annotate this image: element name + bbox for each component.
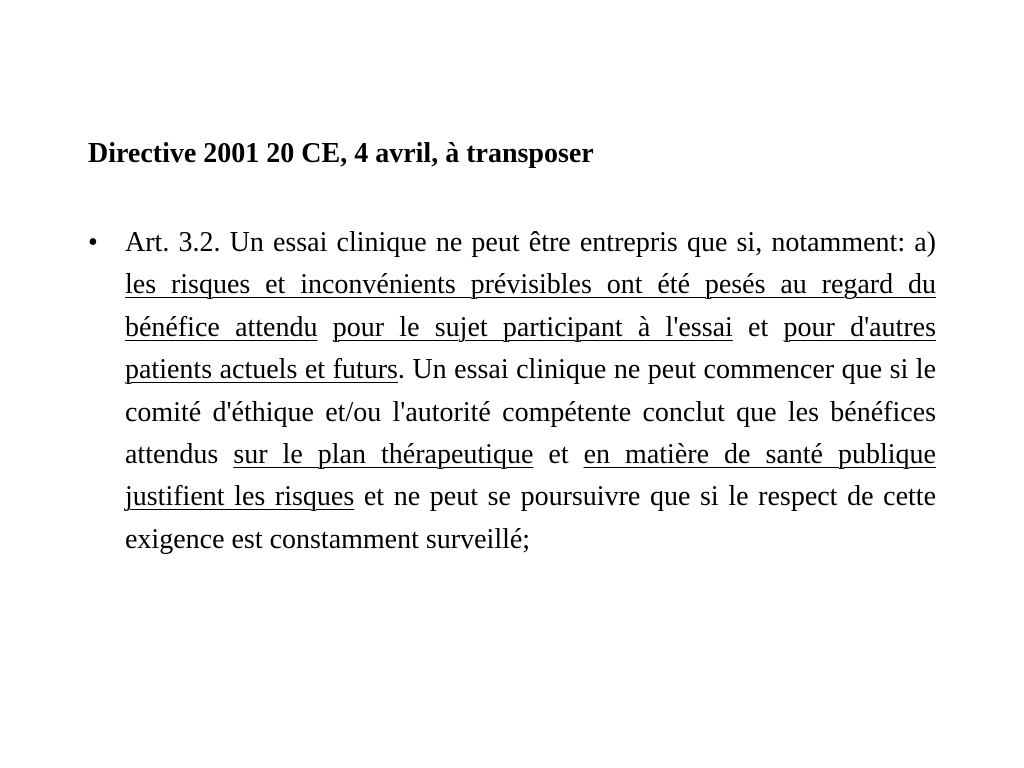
underlined-phrase-risques: les risques et inconvénients prévisibles ont été pesés au regard du bénéfice attendu [125,269,936,343]
text-segment [317,312,332,343]
underlined-phrase-justifient: justifient les risques [125,481,355,513]
text-segment: et [533,439,584,471]
text-segment: . Un essai clinique ne peut commencer que si le comité d'éthique et/ou l'autorité compétente conclut que les bénéfices attendus [125,354,936,471]
underlined-phrase-sujet: pour le sujet participant à l'essai [332,311,733,343]
underlined-phrase-patients: pour d'autres patients actuels et futurs [125,311,936,386]
slide-title: Directive 2001 20 CE, 4 avril, à transposer [88,138,594,169]
text-segment: et [732,311,784,343]
underlined-phrase-therapeutique: sur le plan thérapeutique [233,439,534,471]
bullet-marker: • [88,227,98,258]
underlined-phrase-sante-publique: en matière de santé publique [583,439,936,471]
bullet-item-art-3-2 [88,222,936,561]
text-segment: et ne peut se poursuivre que si le respect de cette exigence est constamment surveillé; [125,481,936,555]
text-segment: Art. 3.2. Un essai clinique ne peut être entrepris que si, notamment: a) [125,227,936,258]
bullet-list [88,222,936,561]
